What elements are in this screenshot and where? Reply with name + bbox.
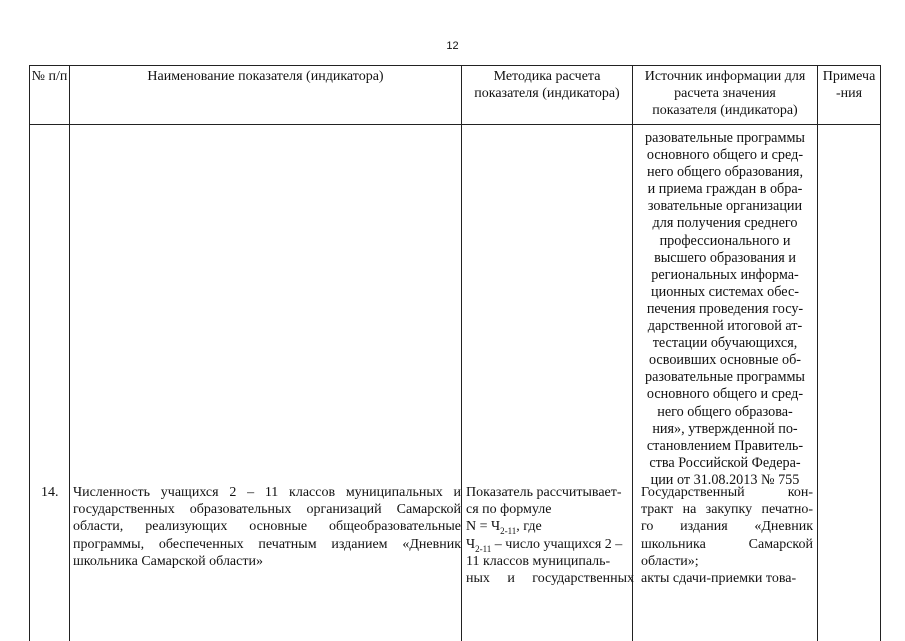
row-14-indicator-name: Численность учащихся 2 – 11 классов муниципальных и государственных образовательных организаций Самарской области, реализующих основные общеобразовательные программы, обеспеченных печатным изданием «Дневник школьника Самарской области» — [73, 485, 461, 569]
indicator-table — [29, 65, 881, 641]
method-line: Показатель рассчитывает- — [466, 485, 622, 500]
source-continuation-line: него общего образова- — [657, 403, 793, 420]
source-line: акты сдачи-приемки това- — [641, 571, 797, 587]
source-continuation-line: основного общего и сред- — [646, 147, 804, 164]
col-divider-1 — [69, 65, 70, 641]
col-divider-4 — [817, 65, 818, 641]
table-right-border — [880, 65, 881, 641]
source-continuation-line: и приема граждан в обра- — [647, 181, 803, 198]
header-col-method: Методика расчета показателя (индикатора) — [474, 69, 620, 101]
header-col-number: № п/п — [31, 69, 68, 84]
header-col-source: Источник информации для расчета значения показателя (индикатора) — [644, 69, 806, 118]
source-continuation-line: дарственной итоговой ат- — [647, 318, 803, 335]
source-continuation-line: зовательные организации — [647, 198, 803, 215]
col-divider-2 — [461, 65, 462, 641]
table-top-border — [29, 65, 881, 66]
source-continuation-line: для получения среднего — [652, 215, 798, 232]
source-continuation-line: разовательные программы — [645, 369, 805, 386]
header-col-name: Наименование показателя (индикатора) — [147, 69, 384, 84]
source-line: го издания «Дневник — [641, 519, 813, 535]
header-bottom-border — [29, 124, 881, 125]
row-14-method — [466, 484, 634, 587]
source-continuation-line: печения проведения госу- — [646, 300, 804, 317]
source-line: области»; — [641, 553, 699, 569]
source-continuation-line: становлением Правитель- — [646, 437, 804, 454]
source-continuation-text — [633, 130, 817, 489]
source-line: тракт на закупку печатно- — [641, 502, 813, 518]
method-line: ных и государственных — [466, 571, 634, 587]
source-continuation-line: региональных информа- — [651, 266, 799, 283]
source-continuation-line: ния», утвержденной по- — [652, 420, 798, 437]
source-continuation-line: ционных системах обес- — [651, 283, 799, 300]
method-formula: $N = Ч_{2-11}$, где — [466, 519, 542, 537]
source-line: Государственный кон- — [641, 485, 813, 500]
row-14-number: 14. — [41, 485, 59, 500]
page-number: 12 — [446, 40, 459, 52]
method-line: 11 классов муниципаль- — [466, 553, 611, 569]
method-variable-definition: $Ч_{2-11}$ – число учащихся 2 – — [466, 536, 623, 554]
table-left-border — [29, 65, 30, 641]
row-14-source — [641, 484, 813, 587]
header-col-note: Примеча-ния — [822, 69, 876, 101]
source-continuation-line: основного общего и сред- — [646, 386, 804, 403]
source-continuation-line: ства Российской Федера- — [649, 454, 801, 471]
source-continuation-line: освоивших основные об- — [648, 352, 802, 369]
source-continuation-line: тестации обучающихся, — [652, 335, 798, 352]
source-continuation-line: разовательные программы — [645, 130, 805, 146]
source-continuation-line: профессионального и — [659, 232, 791, 249]
source-continuation-line: него общего образования, — [646, 164, 804, 181]
source-continuation-line: высшего образования и — [654, 249, 796, 266]
source-continuation-line: ции от 31.08.2013 № 755 — [650, 471, 800, 488]
source-line: школьника Самарской — [641, 536, 813, 552]
method-line: ся по формуле — [466, 502, 552, 518]
